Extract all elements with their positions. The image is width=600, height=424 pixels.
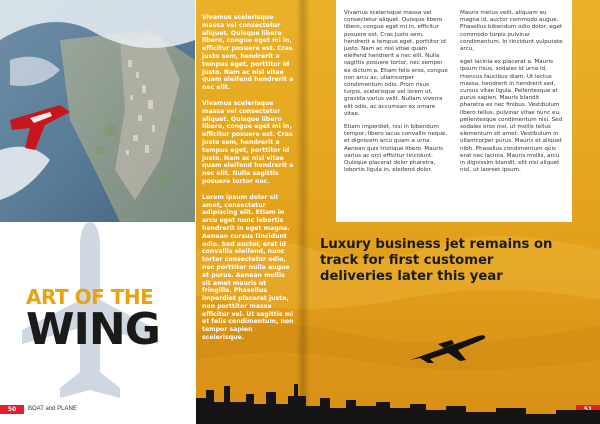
city-skyline-silhouette bbox=[196, 376, 600, 424]
sidebar-paragraph: Vivamus scelerisque massa vel consectetur aliquet. Quisque libero libero, congue eget mi in, efficitur posuere est. Cras justo sem, hendrerit a tempus eget, porttitor id justo. Nam ac nisl vitae quam eleifend hendrerit a nec elit. Nulla sagittis posuere tortor nec. bbox=[202, 99, 294, 185]
headline-art-of-the: ART OF THE bbox=[26, 285, 154, 309]
column-paragraph: Etiam imperdiet, nisi in bibendum tempor, libero lacus convallis neque, et dignissim arcu quam a urna. Aenean quis tristique libero. Mauris varius ac orci efficitur tincidunt. Quisque placerat dolor pharetra, lobortis ligula in, eleifend dolor. bbox=[344, 124, 448, 174]
article-headline: Luxury business jet remains on track for first customer deliveries later this year bbox=[320, 237, 553, 284]
column-paragraph: eget lacinia ex placerat a. Mauris ipsum risus, sodales id urna id, rhoncus faucibus diam. Ut lectus massa, hendrerit in hendrerit sed, cursus vitae ligula. Pellentesque at purus sapien. Mauris blandit pharetra ex nec finibus. Vestibulum libero tellus, pulvinar vitae nunc eu, pellentesque condimentum nisi. Sed sodales eros nisi, ut mollis tellus elementum sit amet. Vestibulum in ullamcorper purus. Mauris et aliquet nibh. Phasellus condimentum quis erat nec lacinia. Mauris mollis, arcu in dignissim blandit, elit nisi aliquet nisl, ut laoreet ipsum. bbox=[460, 59, 563, 174]
headline-wing: WING bbox=[26, 304, 160, 355]
sidebar-paragraph: Vivamus scelerisque massa vel consectetur aliquet. Quisque libero libero, congue eget mi in, efficitur posuere est. Cras justo sem, hendrerit a tempus eget, porttitor id justo. Nam ac nisl vitae quam eleifend hendrerit a nec elit. bbox=[202, 14, 294, 92]
article-text-panel bbox=[336, 0, 572, 222]
article-column-2 bbox=[460, 10, 564, 180]
page-number-right: 51 bbox=[576, 405, 600, 414]
aerial-city-photo bbox=[0, 0, 195, 222]
footer-title: BOAT and PLANE bbox=[28, 406, 77, 412]
page-number-left: 50 bbox=[0, 405, 24, 414]
sidebar-text bbox=[202, 14, 294, 350]
jet-takeoff-silhouette bbox=[408, 330, 488, 364]
sidebar-paragraph: Lorem ipsum dolor sit amet, consectetur adipiscing elit. Etiam in arcu eget nunc lobortis hendrerit in eget magna. Aenean cursus tincidunt odio. Sed auctor, erat id convallis eleifend, nunc tortor consectetur odio, nec porttitor nulla augue at purus. Aenean mollis sit amet mauris ut fringilla. Phasellus imperdiet placerat justo, non porttitor massa efficitur vel. Ut sagittis mi et felis condimentum, non tempor sapien scelerisque. bbox=[202, 193, 294, 342]
column-paragraph: Vivamus scelerisque massa vel consectetur aliquet. Quisque libero libero, congue eget mi in, efficitur posuere est. Cras justo sem, hendrerit a tempus eget, porttitor id justo. Nam ac nisl vitae quam eleifend hendrerit a nec elit. Nulla sagittis posuere tortor, nec semper ex dictum a. Etiam felis eros, congue non arcu ac, ullamcorper condimentum odio. Proin risus turpis, scelerisque vel lorem ut, gravida varius velit. Nullam viverra elit odio, ac accumsan ex ornare vitae. bbox=[344, 10, 448, 117]
article-column-1 bbox=[344, 10, 448, 180]
column-paragraph: Mauris metus velit, aliquam eu magna id, auctor commodo augue. Phasellus bibendum odio dolor, eget commodo turpis pulvinar condimentum. In tincidunt vulputate arcu, bbox=[460, 10, 563, 53]
